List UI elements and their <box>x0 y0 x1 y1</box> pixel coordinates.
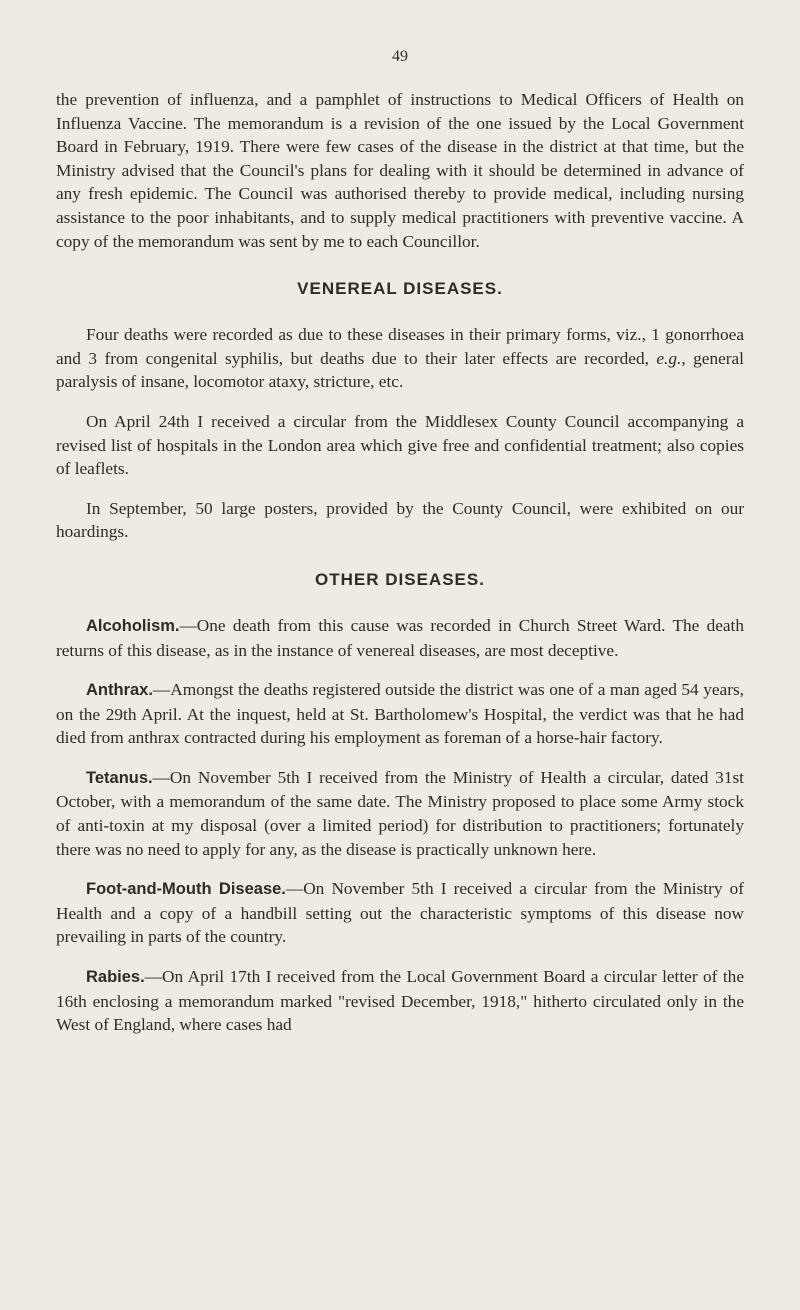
foot-and-mouth-lead: Foot-and-Mouth Disease. <box>86 880 286 899</box>
venereal-p1-text-b: , general paralysis of insane, locomotor ataxy, stricture, etc. <box>56 348 744 392</box>
opening-paragraph: the prevention of influenza, and a pamphlet of instructions to Medical Officers of Health on Influenza Vaccine. The memorandum is a revision of the one issued by the Local Government Board in February, 1919. There were few cases of the disease in the district at that time, but the Ministry advised that the Council's plans for dealing with it should be determined in advance of any fresh epidemic. The Council was authorised thereby to provide medical, including nursing assistance to the poor inhabitants, and to supply medical practitioners with preventive vaccine. A copy of the memorandum was sent by me to each Councillor. <box>56 90 744 251</box>
rabies-lead: Rabies. <box>86 968 145 987</box>
alcoholism-text: —One death from this cause was recorded in Church Street Ward. The death returns of this disease, as in the instance of venereal diseases, are most deceptive. <box>56 615 744 660</box>
tetanus-lead: Tetanus. <box>86 768 153 787</box>
venereal-diseases-heading: VENEREAL DISEASES. <box>297 279 503 299</box>
anthrax-paragraph <box>56 678 744 750</box>
page-number: 49 <box>392 48 408 65</box>
venereal-p1-text-a: Four deaths were recorded as due to these diseases in their primary forms, viz., 1 gonorrhoea and 3 from congenital syphilis, but deaths due to their later effects are recorded, <box>56 325 744 368</box>
venereal-p1-italic: e.g. <box>656 348 682 368</box>
tetanus-text: —On November 5th I received from the Ministry of Health a circular, dated 31st October, with a memorandum of the same date. The Ministry proposed to place some Army stock of anti-toxin at my disposal (over a limited period) for distribution to practitioners; fortunately there was no need to apply for any, as the disease is practically unknown here. <box>56 767 744 859</box>
venereal-paragraph-3: In September, 50 large posters, provided by the County Council, were exhibited on our hoardings. <box>56 498 744 542</box>
anthrax-lead: Anthrax. <box>86 681 153 700</box>
foot-and-mouth-paragraph <box>56 877 744 949</box>
alcoholism-lead: Alcoholism. <box>86 616 180 635</box>
tetanus-paragraph <box>56 766 744 861</box>
rabies-paragraph <box>56 965 744 1037</box>
rabies-text: —On April 17th I received from the Local Government Board a circular letter of the 16th enclosing a memorandum marked "revised December, 1918," hitherto circulated only in the West of England, where cases had <box>56 967 744 1035</box>
venereal-paragraph-1 <box>56 323 744 394</box>
other-diseases-heading: OTHER DISEASES. <box>315 569 485 589</box>
anthrax-text: —Amongst the deaths registered outside the district was one of a man aged 54 years, on the 29th April. At the inquest, held at St. Bartholomew's Hospital, the verdict was that he had died from anthrax contracted during his employment as foreman of a horse-hair factory. <box>56 680 744 748</box>
page-content <box>56 88 744 1053</box>
foot-and-mouth-text: —On November 5th I received a circular from the Ministry of Health and a copy of a handbill setting out the characteristic symptoms of this disease now prevailing in parts of the country. <box>56 879 744 947</box>
alcoholism-paragraph <box>56 614 744 662</box>
venereal-paragraph-2: On April 24th I received a circular from the Middlesex County Council accompanying a revised list of hospitals in the London area which give free and confidential treatment; also copies of leaflets. <box>56 411 744 479</box>
